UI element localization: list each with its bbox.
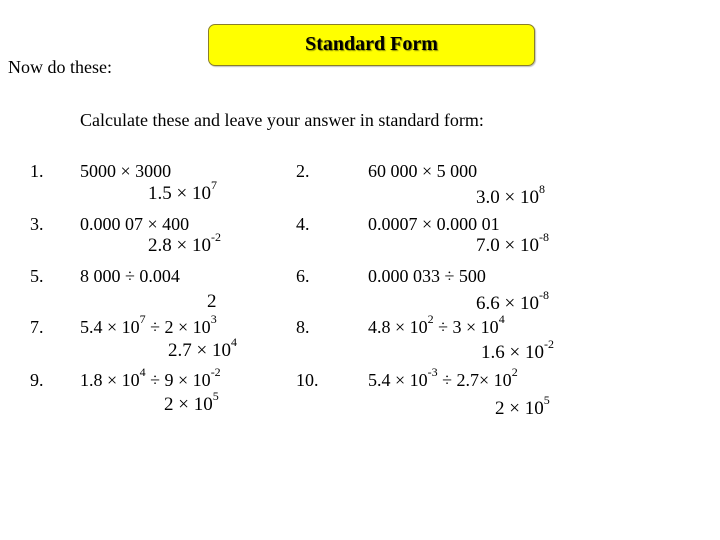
- question-number: 6.: [296, 266, 310, 286]
- question-number: 5.: [30, 266, 44, 286]
- answer: $3.0 \times 10^8$: [476, 181, 545, 208]
- question-expression: $5.4 \times 10^{-3} \div 2.7\times 10^2$: [368, 365, 518, 390]
- question-expression: $5.4 \times 10^7 \div 2 \times 10^3$: [80, 312, 217, 337]
- question-expression: 5000 × 3000: [80, 161, 172, 181]
- question-number: 1.: [30, 161, 44, 181]
- question-expression: 0.000 07 × 400: [80, 214, 190, 234]
- question-number: 4.: [296, 214, 310, 234]
- answer: $2 \times 10^5$: [164, 388, 219, 415]
- question-expression: $4.8 \times 10^2 \div 3 \times 10^4$: [368, 312, 505, 337]
- intro-text: Now do these:: [8, 57, 112, 77]
- answer: $7.0 \times 10^{-8}$: [476, 229, 549, 256]
- page-title: Standard Form: [305, 32, 438, 55]
- answer: $2.8 \times 10^{-2}$: [148, 229, 221, 256]
- question-number: 10.: [296, 370, 319, 390]
- question-number: 2.: [296, 161, 310, 181]
- question-number: 3.: [30, 214, 44, 234]
- answer: 2: [207, 291, 217, 312]
- question-expression: 60 000 × 5 000: [368, 161, 478, 181]
- title-banner: [208, 24, 535, 66]
- answer: $2.7 \times 10^4$: [168, 334, 237, 361]
- answer: $6.6 \times 10^{-8}$: [476, 287, 549, 314]
- question-expression: 0.0007 × 0.000 01: [368, 214, 500, 234]
- question-expression: $1.8 \times 10^4 \div 9 \times 10^{-2}$: [80, 365, 221, 390]
- answer: $2 \times 10^5$: [495, 392, 550, 419]
- question-number: 7.: [30, 317, 44, 337]
- question-expression: 0.000 033 ÷ 500: [368, 266, 486, 286]
- answer: $1.5 \times 10^7$: [148, 177, 217, 204]
- question-number: 8.: [296, 317, 310, 337]
- question-expression: 8 000 ÷ 0.004: [80, 266, 180, 286]
- question-number: 9.: [30, 370, 44, 390]
- instruction-text: Calculate these and leave your answer in standard form:: [80, 110, 484, 130]
- answer: $1.6 \times 10^{-2}$: [481, 336, 554, 363]
